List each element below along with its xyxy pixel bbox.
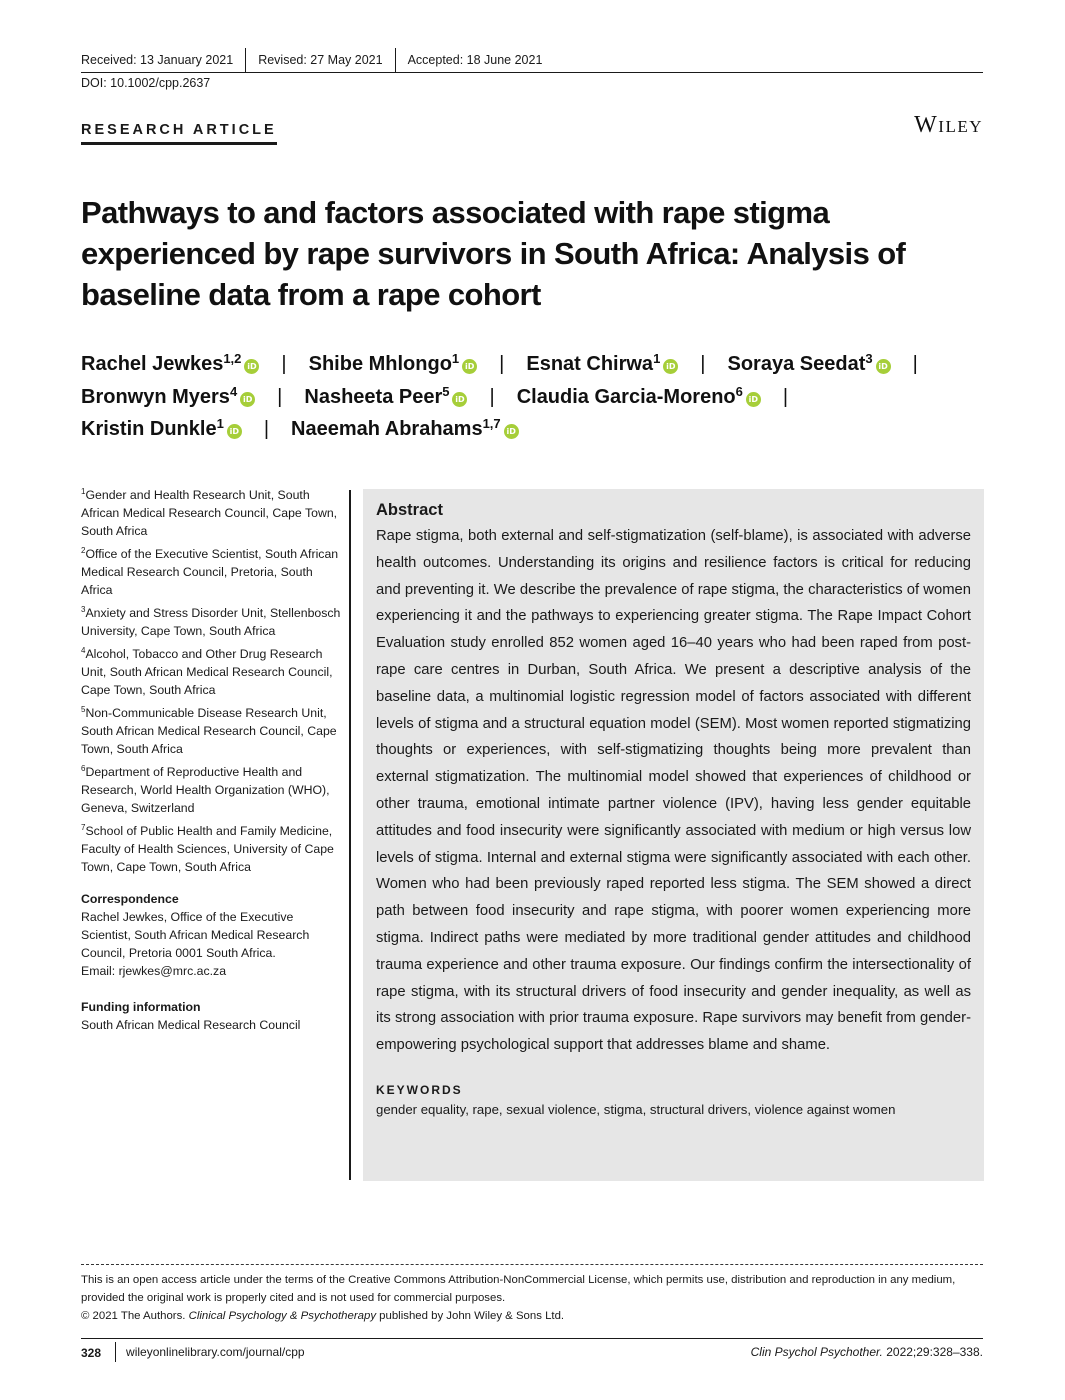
- article-title: Pathways to and factors associated with rape stigma experienced by rape survivors in South Africa: Analysis of baseline data from a rape cohort: [81, 195, 906, 312]
- author-name: Kristin Dunkle: [81, 418, 217, 440]
- keywords-heading: KEYWORDS: [376, 1082, 463, 1097]
- abstract-text: Rape stigma, both external and self-stigmatization (self-blame), is associated with adverse health outcomes. Understanding its origins and resilience factors is critical for reducing and preventing it. We describe the prevalence of rape stigma, the characteristics of women experiencing it and the pathways to experiencing greater stigma. The Rape Impact Cohort Evaluation study enrolled 852 women aged 16–40 years who had been raped from post-rape care centres in Durban, South Africa. We present a descriptive analysis of the baseline data, a multinomial logistic regression model of factors associated with different levels of stigma and a structural equation model (SEM). Most women reported stigmatizing thoughts or experiences, with self-stigmatizing thoughts being more prevalent than external stigmatization. The multinomial model showed that experiences of childhood or other trauma, emotional intimate partner violence (IPV), having less gender equitable attitudes and food insecurity were significantly associated with medium or high versus low levels of stigma. Internal and external stigma were significantly associated with each other. Women who had been previously raped reported less stigma. The SEM showed a direct path between food insecurity and rape stigma, with poorer women experiencing more stigma. Indirect paths were mediated by more traditional gender attitudes and childhood trauma experience and other trauma exposure. Our findings confirm the intersectionality of rape stigma, with its structural drivers of food insecurity and gender inequality, as well as its strong association with prior trauma exposure. Rape survivors may benefit from gender-empowering psychological support that addresses blame and shame.: [376, 528, 971, 1054]
- journal-name: Clinical Psychology & Psychotherapy: [188, 1310, 377, 1322]
- author[interactable]: [526, 353, 678, 375]
- affiliation-text: Gender and Health Research Unit, South African Medical Research Council, Cape Town, South Africa: [81, 488, 338, 538]
- accepted-date: Accepted: 18 June 2021: [407, 52, 543, 67]
- orcid-icon[interactable]: iD: [452, 392, 467, 407]
- author-separator: |: [700, 353, 706, 375]
- affiliation-number: 7: [81, 823, 86, 832]
- author-name: Soraya Seedat: [727, 353, 866, 375]
- author[interactable]: [291, 418, 519, 440]
- affiliation-ref: 4: [229, 383, 238, 399]
- copyright-suffix: published by John Wiley & Sons Ltd.: [376, 1310, 565, 1322]
- author[interactable]: [309, 353, 478, 375]
- author-list: [81, 348, 991, 446]
- author[interactable]: [516, 383, 761, 408]
- author-name: Naeemah Abrahams: [291, 418, 483, 440]
- affiliation-item: [81, 704, 343, 758]
- affiliation-ref: 1,7: [482, 416, 501, 431]
- author-name: Rachel Jewkes: [81, 353, 224, 375]
- author-name: Nasheeta Peer: [304, 385, 443, 408]
- doi-link[interactable]: DOI: 10.1002/cpp.2637: [81, 76, 211, 90]
- affiliation-number: 4: [81, 646, 86, 655]
- column-divider: [349, 490, 351, 1180]
- author-separator: |: [499, 353, 505, 375]
- affiliation-text: Non-Communicable Disease Research Unit, South African Medical Research Council, Cape Town, South Africa: [81, 706, 337, 756]
- author-separator: |: [489, 385, 495, 408]
- funding-text: South African Medical Research Council: [81, 1018, 301, 1032]
- journal-url-link[interactable]: wileyonlinelibrary.com/journal/cpp: [126, 1345, 305, 1359]
- affiliation-item: [81, 545, 343, 599]
- orcid-icon[interactable]: iD: [504, 424, 519, 439]
- footer-divider: [81, 1338, 983, 1339]
- affiliation-number: 1: [81, 487, 86, 496]
- author-separator: |: [277, 385, 283, 408]
- author-name: Bronwyn Myers: [81, 385, 230, 408]
- keywords-text: gender equality, rape, sexual violence, stigma, structural drivers, violence against women: [376, 1101, 896, 1117]
- author[interactable]: [304, 383, 467, 408]
- page-footer: [81, 1342, 983, 1362]
- affiliation-text: Office of the Executive Scientist, South African Medical Research Council, Pretoria, South Africa: [81, 547, 339, 597]
- correspondence-text: Rachel Jewkes, Office of the Executive Scientist, South African Medical Research Council, Pretoria 0001 South Africa.: [81, 910, 310, 960]
- author-separator: |: [263, 418, 270, 440]
- affiliation-text: Alcohol, Tobacco and Other Drug Research Unit, South African Medical Research Council, Cape Town, South Africa: [81, 647, 333, 697]
- correspondence-email[interactable]: Email: rjewkes@mrc.ac.za: [81, 964, 227, 978]
- affiliation-item: [81, 763, 343, 817]
- correspondence-block: [81, 890, 343, 980]
- orcid-icon[interactable]: iD: [244, 359, 259, 374]
- orcid-icon[interactable]: iD: [746, 392, 761, 407]
- author-separator: |: [782, 385, 789, 408]
- license-notice: [81, 1271, 983, 1325]
- article-history: [81, 48, 983, 73]
- affiliation-item: [81, 822, 343, 876]
- correspondence-heading: Correspondence: [81, 892, 179, 906]
- funding-block: [81, 998, 343, 1034]
- affiliation-item: [81, 486, 343, 540]
- citation-details: 2022;29:328–338.: [882, 1345, 983, 1359]
- author[interactable]: [728, 353, 891, 375]
- affiliation-number: 5: [81, 705, 86, 714]
- abstract-panel: [363, 489, 984, 1181]
- author[interactable]: [81, 353, 259, 375]
- affiliation-number: 3: [81, 605, 86, 614]
- author-name: Shibe Mhlongo: [308, 353, 452, 375]
- orcid-icon[interactable]: iD: [227, 424, 242, 439]
- affiliations-column: [81, 486, 343, 1034]
- affiliation-text: Anxiety and Stress Disorder Unit, Stellenbosch University, Cape Town, South Africa: [81, 606, 341, 638]
- article-type-label: RESEARCH ARTICLE: [81, 122, 277, 145]
- citation: [751, 1345, 983, 1359]
- affiliation-ref: 1: [653, 351, 661, 366]
- copyright-line: [81, 1307, 983, 1325]
- affiliation-ref: 1: [216, 416, 224, 431]
- affiliation-item: [81, 645, 343, 699]
- affiliation-item: [81, 604, 343, 640]
- license-text: This is an open access article under the terms of the Creative Commons Attribution-NonCommercial License, which permits use, distribution and reproduction in any medium, provided the original work is properly cited and is not used for commercial purposes.: [81, 1274, 956, 1304]
- publisher-logo: Wiley: [914, 112, 983, 138]
- orcid-icon[interactable]: iD: [462, 359, 477, 374]
- revised-date: Revised: 27 May 2021: [246, 48, 395, 73]
- author[interactable]: [81, 418, 242, 440]
- page-number: 328: [81, 1342, 116, 1362]
- author[interactable]: [81, 383, 255, 408]
- author-separator: |: [281, 353, 287, 375]
- orcid-icon[interactable]: iD: [876, 359, 891, 374]
- affiliation-text: School of Public Health and Family Medicine, Faculty of Health Sciences, University of Cape Town, Cape Town, South Africa: [81, 824, 334, 874]
- author-name: Esnat Chirwa: [526, 353, 654, 375]
- abstract-heading: Abstract: [376, 501, 443, 519]
- license-divider: [81, 1264, 983, 1265]
- orcid-icon[interactable]: iD: [663, 359, 678, 374]
- affiliation-ref: 3: [865, 351, 873, 366]
- orcid-icon[interactable]: iD: [240, 392, 255, 407]
- received-date: Received: 13 January 2021: [81, 48, 246, 73]
- affiliation-ref: 1,2: [223, 351, 242, 366]
- affiliation-number: 2: [81, 546, 86, 555]
- funding-heading: Funding information: [81, 1000, 201, 1014]
- copyright-prefix: © 2021 The Authors.: [81, 1310, 189, 1322]
- affiliation-number: 6: [81, 764, 86, 773]
- author-separator: |: [912, 353, 918, 375]
- affiliation-ref: 1: [451, 351, 460, 366]
- citation-journal: Clin Psychol Psychother.: [750, 1345, 883, 1359]
- affiliation-text: Department of Reproductive Health and Research, World Health Organization (WHO), Geneva, Switzerland: [81, 765, 330, 815]
- affiliation-ref: 6: [735, 383, 743, 399]
- author-name: Claudia Garcia-Moreno: [516, 385, 736, 408]
- affiliation-ref: 5: [442, 383, 450, 399]
